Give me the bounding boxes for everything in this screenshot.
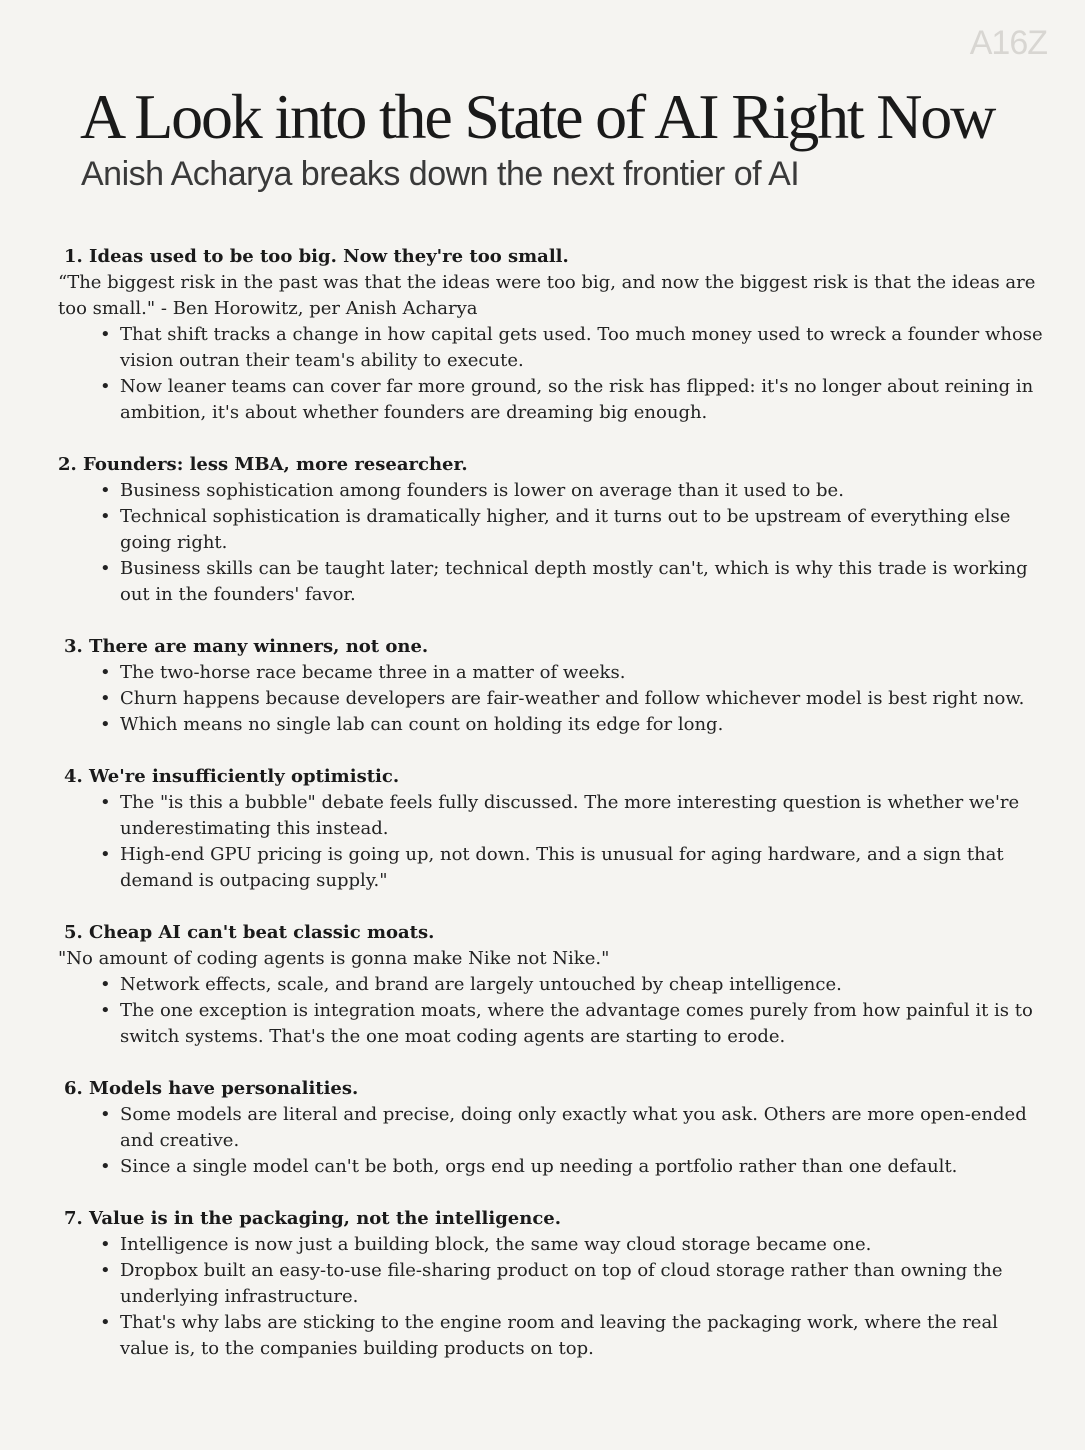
bullet-item: • Dropbox built an easy-to-use file-sharing product on top of cloud storage rather than owning the underlying infrastructure. (120, 1258, 1043, 1310)
bullet-item: • Network effects, scale, and brand are largely untouched by cheap intelligence. (120, 972, 1043, 998)
section-6 (58, 1076, 1043, 1180)
bullet-item: • Business skills can be taught later; technical depth mostly can't, which is why this trade is working out in the founders' favor. (120, 556, 1043, 608)
bullet-list (58, 660, 1043, 738)
bullet-item: • Business sophistication among founders is lower on average than it used to be. (120, 478, 1043, 504)
bullet-item: • High-end GPU pricing is going up, not down. This is unusual for aging hardware, and a sign that demand is outpacing supply." (120, 842, 1043, 894)
section-3 (58, 634, 1043, 738)
bullet-list (58, 972, 1043, 1050)
bullet-item: • Now leaner teams can cover far more ground, so the risk has flipped: it's no longer about reining in ambition, it's about whether founders are dreaming big enough. (120, 374, 1043, 426)
section-heading: 6. Models have personalities. (64, 1078, 359, 1099)
section-heading: 4. We're insufficiently optimistic. (64, 766, 400, 787)
bullet-item: • Technical sophistication is dramatically higher, and it turns out to be upstream of everything else going right. (120, 504, 1043, 556)
section-heading: 1. Ideas used to be too big. Now they're too small. (64, 246, 569, 267)
bullet-list (58, 478, 1043, 608)
bullet-item: • The one exception is integration moats, where the advantage comes purely from how painful it is to switch systems. That's the one moat coding agents are starting to erode. (120, 998, 1043, 1050)
bullet-item: • That shift tracks a change in how capital gets used. Too much money used to wreck a founder whose vision outran their team's ability to execute. (120, 322, 1043, 374)
section-2 (58, 452, 1043, 608)
bullet-list (58, 322, 1043, 426)
bullet-item: • The "is this a bubble" debate feels fully discussed. The more interesting question is whether we're underestimating this instead. (120, 790, 1043, 842)
section-1 (58, 244, 1043, 426)
bullet-item: • Which means no single lab can count on holding its edge for long. (120, 712, 1043, 738)
section-5 (58, 920, 1043, 1050)
bullet-item: • The two-horse race became three in a matter of weeks. (120, 660, 1043, 686)
bullet-list (58, 1232, 1043, 1362)
bullet-list (58, 790, 1043, 894)
section-heading: 3. There are many winners, not one. (64, 636, 429, 657)
section-quote: "No amount of coding agents is gonna make Nike not Nike." (58, 948, 610, 969)
article-body (58, 244, 1043, 1388)
a16z-logo: A16Z (969, 24, 1047, 62)
section-4 (58, 764, 1043, 894)
bullet-item: • Churn happens because developers are fair-weather and follow whichever model is best right now. (120, 686, 1043, 712)
bullet-item: • That's why labs are sticking to the engine room and leaving the packaging work, where the real value is, to the companies building products on top. (120, 1310, 1043, 1362)
bullet-item: • Some models are literal and precise, doing only exactly what you ask. Others are more open-ended and creative. (120, 1102, 1043, 1154)
bullet-list (58, 1102, 1043, 1180)
section-heading: 5. Cheap AI can't beat classic moats. (64, 922, 435, 943)
bullet-item: • Since a single model can't be both, orgs end up needing a portfolio rather than one default. (120, 1154, 1043, 1180)
section-heading: 2. Founders: less MBA, more researcher. (58, 454, 468, 475)
section-7 (58, 1206, 1043, 1362)
page-title: A Look into the State of AI Right Now (80, 81, 995, 152)
page-subtitle: Anish Acharya breaks down the next frontier of AI (81, 155, 800, 193)
section-heading: 7. Value is in the packaging, not the intelligence. (64, 1208, 562, 1229)
bullet-item: • Intelligence is now just a building block, the same way cloud storage became one. (120, 1232, 1043, 1258)
section-quote: “The biggest risk in the past was that the ideas were too big, and now the biggest risk is that the ideas are too small." - Ben Horowitz, per Anish Acharya (58, 272, 1036, 319)
